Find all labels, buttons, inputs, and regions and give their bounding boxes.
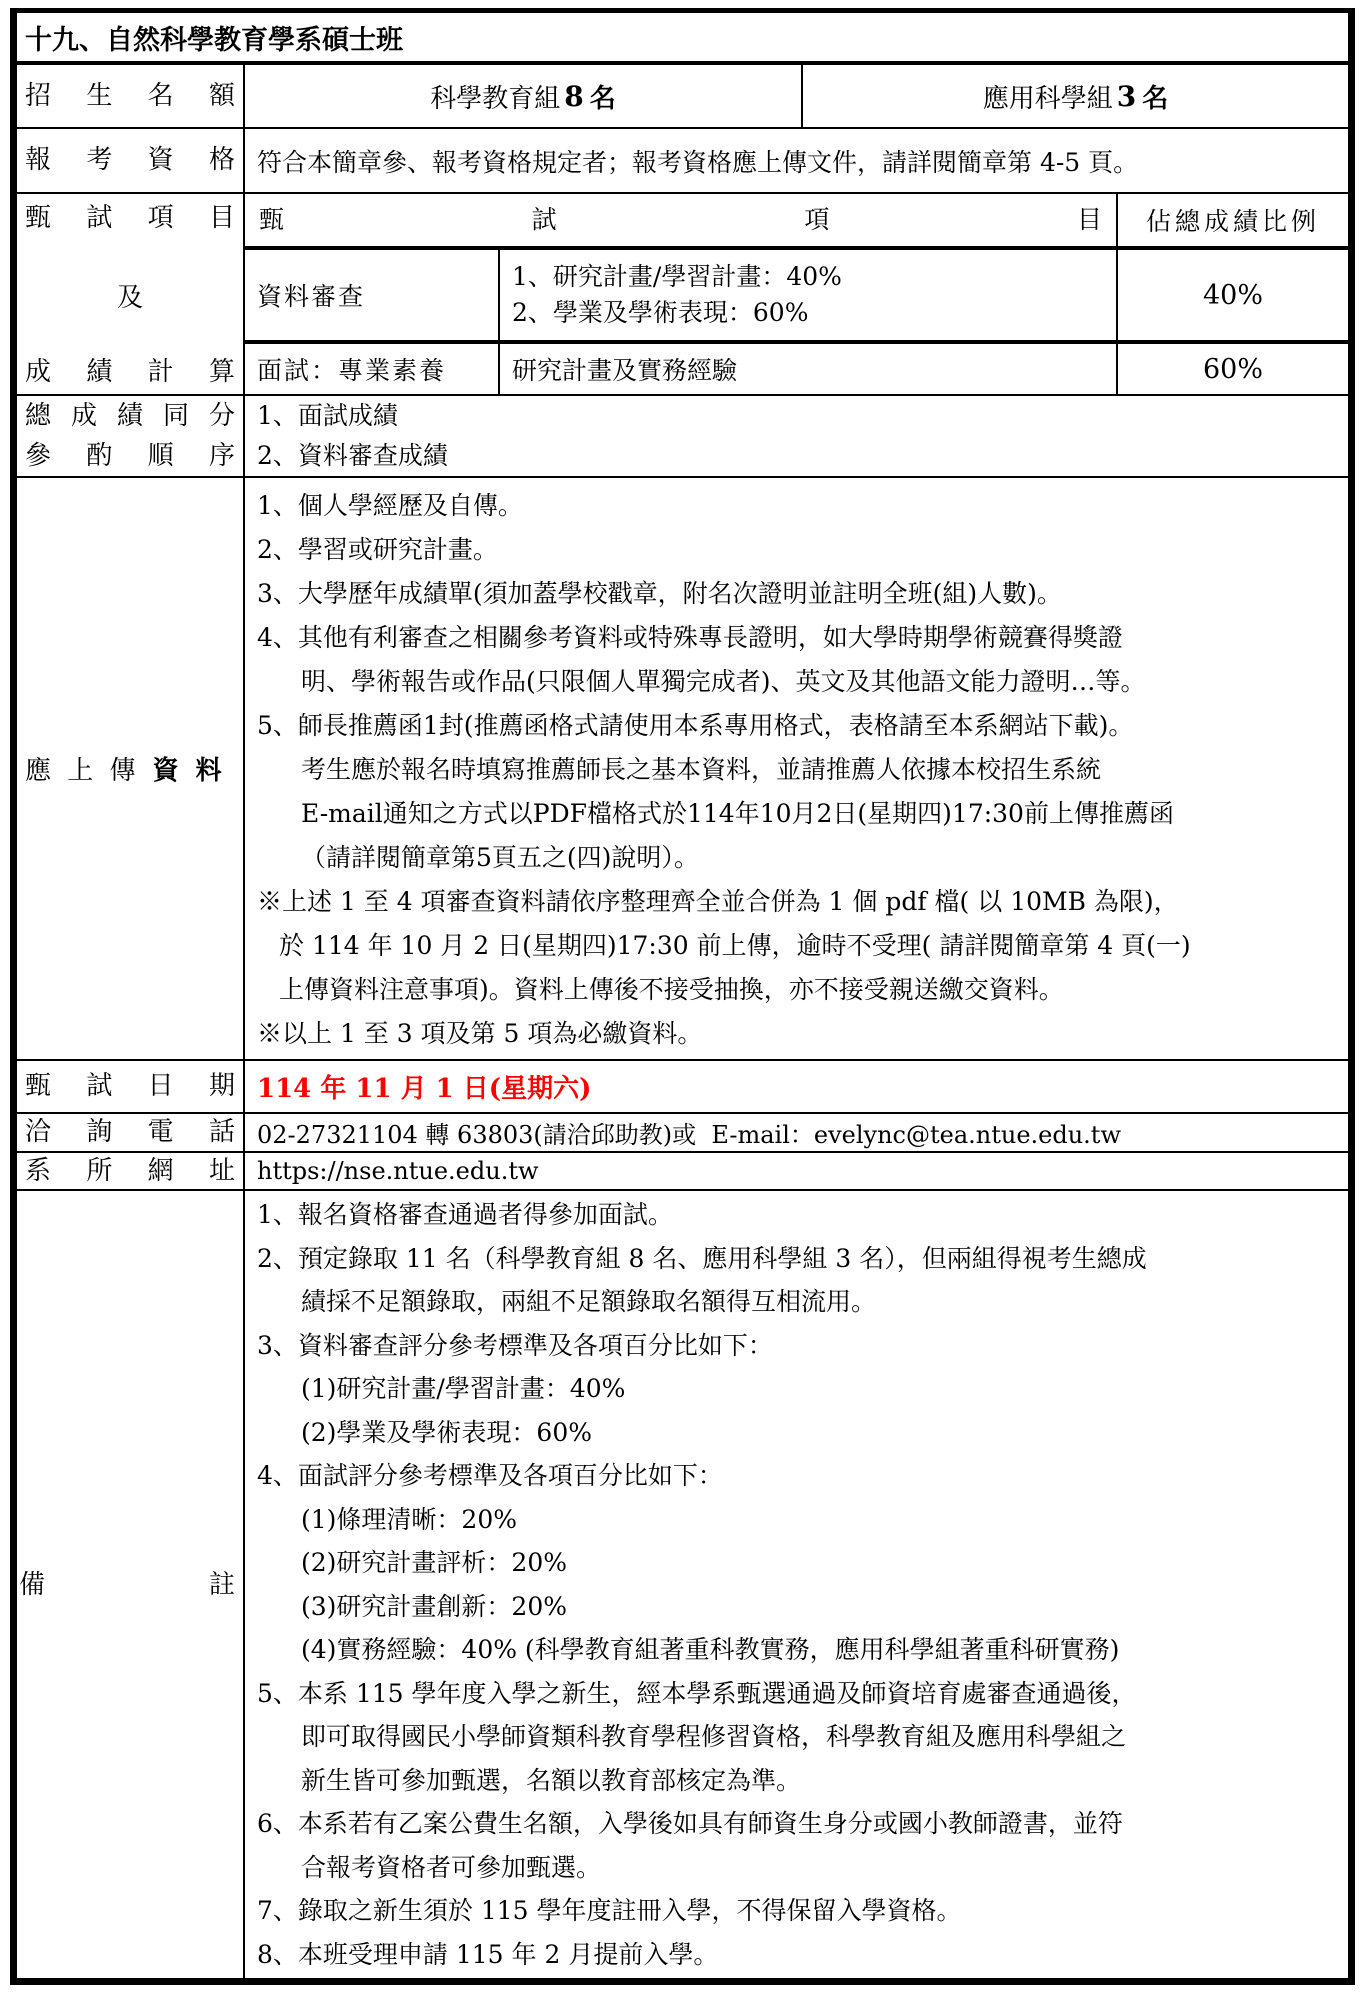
tiebreak-row xyxy=(17,396,1348,478)
exam-header-item xyxy=(245,194,1118,246)
exam-items-row xyxy=(17,194,1348,396)
list-item: (2)學業及學術表現：60% xyxy=(301,1417,592,1447)
label-char: 參 xyxy=(25,440,52,471)
uploads-label xyxy=(17,478,245,1059)
label-char: 總 xyxy=(25,400,52,431)
label-char: 考 xyxy=(86,145,113,176)
website-label xyxy=(17,1153,245,1189)
label-char: 目 xyxy=(208,203,235,233)
label-char: 洽 xyxy=(25,1117,52,1148)
label-char: 成 xyxy=(25,356,52,387)
list-item: 績採不足額錄取，兩組不足額錄取名額得互相流用。 xyxy=(301,1287,877,1316)
list-item: 4、面試評分參考標準及各項百分比如下： xyxy=(257,1461,723,1490)
exam-items-table xyxy=(245,194,1348,394)
website-content xyxy=(245,1153,1348,1189)
list-item: 8、本班受理申請 115 年 2 月提前入學。 xyxy=(257,1939,719,1969)
list-item: (3)研究計畫創新：20% xyxy=(301,1591,567,1621)
uploads-label-bold: 資 料 xyxy=(139,756,226,786)
list-item: 考生應於報名時填寫推薦師長之基本資料，並請推薦人依據本校招生系統 xyxy=(301,755,1102,784)
label-char: 址 xyxy=(208,1155,235,1186)
website-link[interactable]: https://nse.ntue.edu.tw xyxy=(257,1157,539,1185)
tiebreak-item: 1、面試成績 xyxy=(257,401,398,430)
label-char: 計 xyxy=(147,356,174,387)
eligibility-label xyxy=(17,129,245,192)
page-title: 十九、自然科學教育學系碩士班 xyxy=(25,24,403,56)
contact-label-text xyxy=(25,1116,235,1149)
label-char: 績 xyxy=(86,356,113,387)
exam-label-bottom xyxy=(25,356,235,389)
quota-science-education xyxy=(245,65,803,127)
label-char: 試 xyxy=(531,205,557,235)
label-char: 日 xyxy=(147,1071,174,1102)
label-char: 項 xyxy=(147,203,174,233)
list-item: 3、大學歷年成績單(須加蓋學校戳章，附名次證明並註明全班(組)人數)。 xyxy=(257,579,1062,608)
list-item: (1)條理清晰：20% xyxy=(301,1504,517,1534)
list-item: ※以上 1 至 3 項及第 5 項為必繳資料。 xyxy=(257,1019,703,1048)
list-item: ※上述 1 至 4 項審查資料請依序整理齊全並合併為 1 個 pdf 檔( 以 10MB 為限)， xyxy=(257,887,1179,916)
exam-row-name: 面試：專業素養 xyxy=(245,344,500,394)
title-row xyxy=(17,13,1348,65)
eligibility-text: 符合本簡章參、報考資格規定者；報考資格應上傳文件，請詳閱簡章第 4-5 頁。 xyxy=(257,147,1139,177)
label-char: 話 xyxy=(208,1117,235,1148)
exam-row-detail: 2、學業及學術表現：60% xyxy=(512,298,809,327)
exam-header-item-text xyxy=(259,204,1102,235)
label-char: 備 xyxy=(19,1570,46,1601)
tiebreak-item: 2、資料審查成績 xyxy=(257,441,448,470)
contact-content xyxy=(245,1114,1348,1151)
remarks-label xyxy=(17,1191,245,1980)
exam-label-mid: 及 xyxy=(116,282,143,313)
list-item: 1、報名資格審查通過者得參加面試。 xyxy=(257,1200,673,1229)
list-item: (4)實務經驗：40% (科學教育組著重科教實務，應用科學組著重科研實務) xyxy=(301,1635,1120,1664)
list-item: 新生皆可參加甄選，名額以教育部核定為準。 xyxy=(301,1765,802,1795)
exam-row-detail: 研究計畫及實務經驗 xyxy=(500,344,1118,394)
list-item: 1、個人學經歷及自傳。 xyxy=(257,491,523,520)
list-item: （請詳閱簡章第5頁五之(四)說明）。 xyxy=(301,843,699,872)
list-item: 5、師長推薦函1封(推薦函格式請使用本系專用格式，表格請至本系網站下載)。 xyxy=(257,711,1134,740)
quota-group-name: 科學教育組 xyxy=(430,83,561,114)
label-char: 報 xyxy=(25,145,52,176)
label-char: 試 xyxy=(86,203,113,233)
tiebreak-label-line2 xyxy=(25,440,235,473)
exam-date-row xyxy=(17,1061,1348,1114)
quota-group-count: 8 xyxy=(564,79,584,113)
label-char: 甄 xyxy=(259,205,285,235)
label-char: 算 xyxy=(208,356,235,387)
exam-items-label xyxy=(17,194,245,394)
exam-row-name: 資料審查 xyxy=(245,250,500,340)
uploads-label-normal: 應 上 傳 xyxy=(25,756,140,786)
list-item: 4、其他有利審查之相關參考資料或特殊專長證明，如大學時期學術競賽得獎證 xyxy=(257,623,1123,652)
exam-row-detail: 1、研究計畫/學習計畫：40% xyxy=(512,262,842,291)
label-char: 順 xyxy=(147,440,174,471)
label-char: 額 xyxy=(208,80,235,111)
exam-label-top xyxy=(25,202,235,235)
contact-label xyxy=(17,1114,245,1151)
list-item: 7、錄取之新生須於 115 學年度註冊入學，不得保留入學資格。 xyxy=(257,1896,962,1925)
label-char: 績 xyxy=(116,400,143,431)
label-char: 電 xyxy=(147,1117,174,1148)
label-char: 所 xyxy=(86,1155,113,1186)
quota-group-name: 應用科學組 xyxy=(982,83,1113,114)
list-item: 上傳資料注意事項)。資料上傳後不接受抽換，亦不接受親送繳交資料。 xyxy=(279,975,1064,1004)
quota-label-text xyxy=(25,80,235,113)
label-char: 期 xyxy=(208,1071,235,1102)
eligibility-row xyxy=(17,129,1348,194)
exam-header-ratio: 佔總成績比例 xyxy=(1145,207,1320,236)
label-char: 項 xyxy=(804,205,830,235)
quota-applied-science xyxy=(803,65,1348,127)
quota-row xyxy=(17,65,1348,129)
list-item: E-mail通知之方式以PDF檔格式於114年10月2日(星期四)17:30前上傳推薦函 xyxy=(301,799,1174,828)
exam-date-value: 114 年 11 月 1 日(星期六) xyxy=(257,1074,592,1104)
website-label-text xyxy=(25,1155,235,1188)
uploads-list xyxy=(245,478,1348,1059)
label-char: 分 xyxy=(208,400,235,431)
list-item: 6、本系若有乙案公費生名額，入學後如具有師資生身分或國小教師證書，並符 xyxy=(257,1809,1123,1838)
tiebreak-label xyxy=(17,396,245,476)
label-char: 網 xyxy=(147,1155,174,1186)
remarks-list xyxy=(245,1191,1348,1980)
quota-group-unit: 名 xyxy=(589,83,616,114)
label-char: 招 xyxy=(25,80,52,111)
eligibility-content xyxy=(245,129,1348,192)
label-char: 酌 xyxy=(86,440,113,471)
quota-group-unit: 名 xyxy=(1142,83,1169,114)
label-char: 名 xyxy=(147,80,174,111)
list-item: 2、學習或研究計畫。 xyxy=(257,535,498,564)
label-char: 註 xyxy=(208,1570,235,1601)
label-char: 成 xyxy=(70,400,97,431)
list-item: 即可取得國民小學師資類科教育學程修習資格，科學教育組及應用科學組之 xyxy=(301,1722,1127,1751)
list-item: (1)研究計畫/學習計畫：40% xyxy=(301,1374,626,1403)
list-item: 合報考資格者可參加甄選。 xyxy=(301,1852,602,1882)
label-char: 格 xyxy=(208,145,235,176)
list-item: 於 114 年 10 月 2 日(星期四)17:30 前上傳，逾時不受理( 請詳閱簡章第 4 頁(一) xyxy=(279,931,1191,960)
label-char: 序 xyxy=(208,440,235,471)
website-row xyxy=(17,1153,1348,1191)
contact-value[interactable]: 02-27321104 轉 63803(請洽邱助教)或 E-mail：evelync@tea.ntue.edu.tw xyxy=(257,1121,1121,1149)
exam-date-label xyxy=(17,1061,245,1112)
exam-date-label-text xyxy=(25,1070,235,1103)
contact-row xyxy=(17,1114,1348,1153)
label-char: 目 xyxy=(1076,205,1102,235)
exam-row-details xyxy=(500,250,1118,340)
label-char: 詢 xyxy=(86,1117,113,1148)
quota-group-count: 3 xyxy=(1116,79,1137,113)
remarks-row xyxy=(17,1191,1348,1980)
tiebreak-label-line1 xyxy=(25,400,235,433)
label-char: 生 xyxy=(86,80,113,111)
exam-row-ratio: 60% xyxy=(1202,353,1263,385)
eligibility-label-text xyxy=(25,144,235,177)
uploads-row xyxy=(17,478,1348,1061)
list-item: 3、資料審查評分參考標準及各項百分比如下： xyxy=(257,1330,773,1360)
exam-row-ratio: 40% xyxy=(1202,279,1263,311)
remarks-label-text xyxy=(19,1569,235,1602)
label-char: 系 xyxy=(25,1155,52,1186)
quota-label xyxy=(17,65,245,127)
label-char: 同 xyxy=(162,400,189,431)
label-char: 資 xyxy=(147,145,174,176)
exam-date-content xyxy=(245,1061,1348,1112)
label-char: 甄 xyxy=(25,203,52,233)
list-item: (2)研究計畫評析：20% xyxy=(301,1548,567,1577)
label-char: 試 xyxy=(86,1071,113,1102)
label-char: 甄 xyxy=(25,1071,52,1102)
tiebreak-content xyxy=(245,396,1348,476)
list-item: 5、本系 115 學年度入學之新生，經本學系甄選通過及師資培育處審查通過後， xyxy=(257,1678,1137,1708)
list-item: 2、預定錄取 11 名（科學教育組 8 名、應用科學組 3 名），但兩組得視考生總成 xyxy=(257,1243,1147,1273)
list-item: 明、學術報告或作品(只限個人單獨完成者)、英文及其他語文能力證明…等。 xyxy=(301,667,1146,696)
